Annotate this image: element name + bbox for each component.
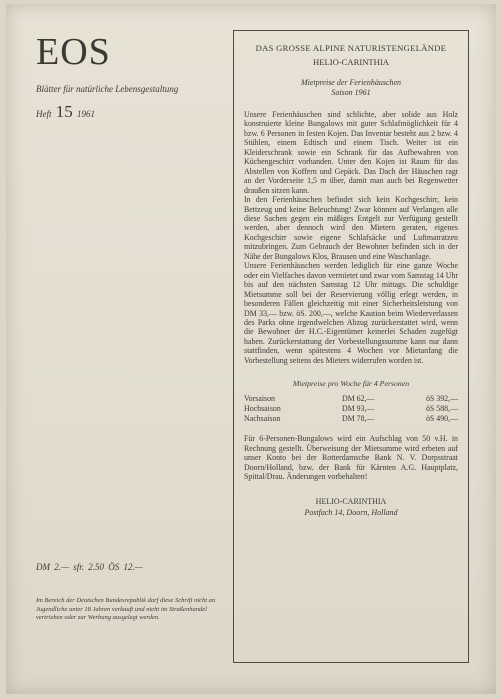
ad-footer: [244, 496, 458, 518]
price-table: [244, 394, 458, 424]
dm-price-cell: DM 78,—: [342, 414, 375, 424]
issue-info: [36, 102, 95, 122]
ad-paragraph: Unsere Ferienhäuschen werden lediglich für eine ganze Woche oder ein Vielfaches davon vermietet und zwar vom Samstag 14 Uhr bis auf den nächsten Samstag 12 Uhr mittags. Die schuldige Mietsumme soll bei der Reservierung völlig erlegt werden, in besonderen Fällen gleichzeitig mit einer Sicherheitsleistung von DM 33,— bzw. öS. 200,—, welche Kaution beim Wiederverlassen des Parks ohne irgendwelchen Abzug zurückerstattet wird, wenn die Bewohner der H.C.-Eigentümer keinerlei Schaden zugefügt haben. Zurückerstattung der Vorbestellungssumme kann nur dann stattfinden, wenn spätestens 4 Wochen vor Mietanfang die Vorbestellung seitens des Mieters widerrufen worden ist.: [244, 261, 458, 365]
cover-prices: DM 2.— sfr. 2.50 ÖS 12.—: [36, 562, 143, 572]
season-cell: Vorsaison: [244, 394, 275, 404]
dm-price-cell: DM 62,—: [342, 394, 375, 404]
season-cell: Hochsaison: [244, 404, 281, 414]
ad-paragraph: In den Ferienhäuschen befindet sich kein Kochgeschirr, kein Bettzeug und keine Beleuchtung! Zwar können auf Verlangen alle diese Sachen gegen ein mäßiges Entgelt zur Verfügung gestellt werden, aber dennoch wird den Mietern geraten, eigenes Kochgeschirr sowie eigene Schlafsäcke und Luftmatratzen mitzubringen. Zum Gebrauch der Bewohner befinden sich in der Nähe der Bungalows Klos, Brausen und eine Waschanlage.: [244, 195, 458, 261]
ad-subheading: HELIO-CARINTHIA: [313, 57, 389, 67]
price-table-heading: Mietpreise pro Woche für 4 Personen: [292, 379, 410, 389]
season-line: Saison 1961: [331, 88, 371, 97]
os-price-cell: öS 588,—: [425, 404, 458, 414]
issue-label: Heft: [36, 109, 52, 119]
dm-price-cell: DM 93,—: [342, 404, 375, 414]
os-price-cell: öS 392,—: [425, 394, 458, 404]
os-price-cell: öS 490,—: [425, 414, 458, 424]
magazine-tagline: Blätter für natürliche Lebensgestaltung: [36, 84, 179, 94]
ad-heading: DAS GROSSE ALPINE NATURISTENGELÄNDE: [255, 43, 447, 53]
season-cell: Nachsaison: [244, 414, 281, 424]
magazine-back-cover: [6, 4, 496, 694]
ad-paragraph: Unsere Ferienhäuschen sind schlichte, aber solide aus Holz konstruierte kleine Bungalows mit guter Schlafmöglichkeit für 4 bzw. 6 Personen in festen Kojen. Das Inventar besteht aus 2 bzw. 4 Stühlen, einem Edtisch und einem Tisch. Weiter ist ein Kleiderschrank sowie ein Schrank für das Aufbewahren von Küchengeschirr vorhanden. Unter den Kojen ist Raum für das Abstellen von Koffern und Gepäck. Das Dach der Häuschen ragt an der Vorderseite 1,5 m über, damit man auch bei Regenwetter draußen sitzen kann.: [244, 110, 458, 195]
issue-year: 1961: [77, 109, 95, 119]
price-row: [244, 404, 458, 414]
footer-company: HELIO-CARINTHIA: [315, 496, 387, 506]
ad-closing-paragraph: Für 6-Personen-Bungalows wird ein Aufschlag von 50 v.H. in Rechnung gestellt. Überweisung der Mietsumme wird erbeten auf unser Konto bei der Rotterdamsche Bank N. V. Dorpsstraat Doorn/Holland, bzw. der Bank für Kärnten A.G. Hauptplatz, Spittal/Drau. Änderungen vorbehalten!: [244, 434, 458, 482]
footer-address: Postfach 14, Doorn, Holland: [304, 507, 398, 517]
issue-number: 15: [55, 102, 73, 121]
magazine-logo: EOS: [36, 31, 111, 73]
youth-protection-notice: Im Bereich der Deutschen Bundesrepublik darf diese Schrift nicht an Jugendliche unter 18 Jahren verkauft und nicht im Straßenhandel vertrieben oder zur Werbung ausgelegt werden.: [36, 597, 216, 622]
price-row: [244, 414, 458, 424]
advertisement-box: [233, 30, 469, 663]
ad-rental-title: [244, 78, 458, 98]
rental-title-line: Mietpreise der Ferienhäuschen: [300, 78, 402, 87]
price-row: [244, 394, 458, 404]
